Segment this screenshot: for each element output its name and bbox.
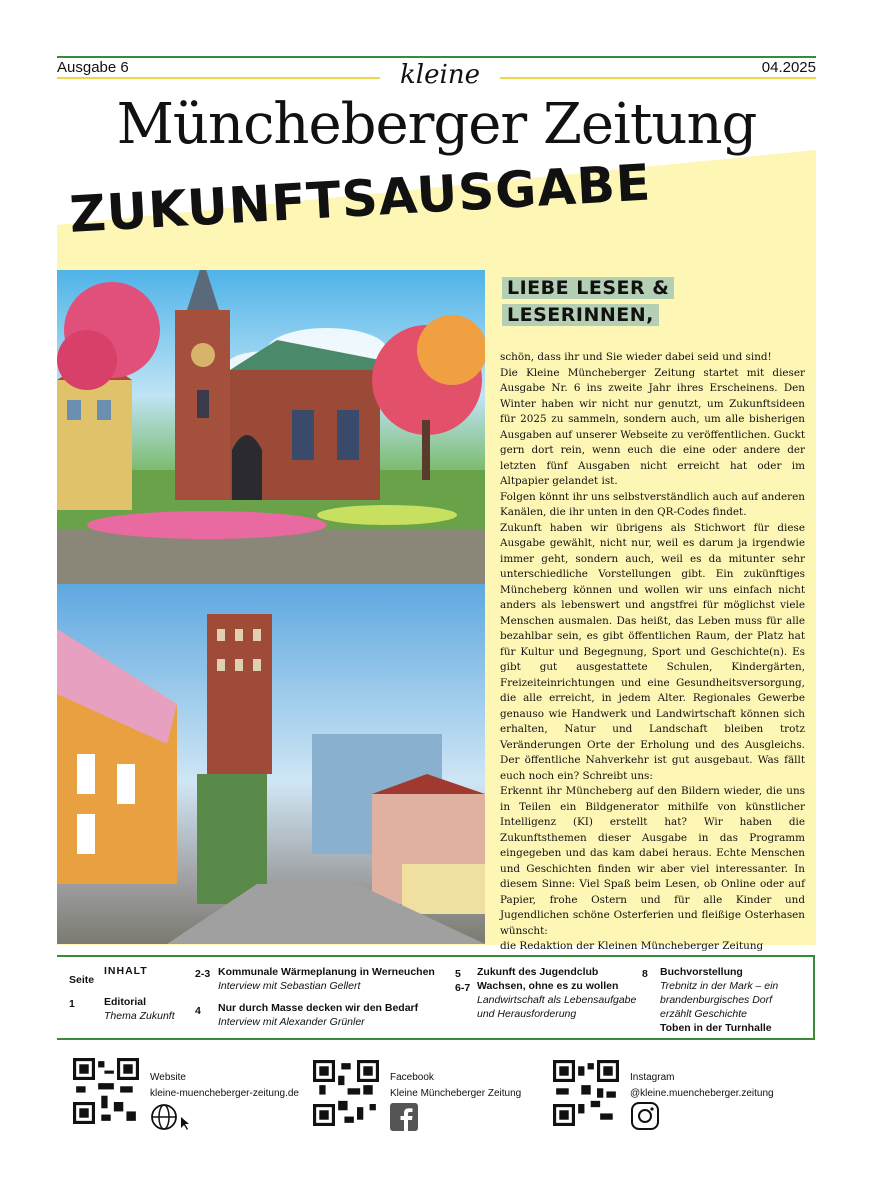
toc-item-masse[interactable]: [218, 1001, 418, 1029]
toc-heading: INHALT: [104, 965, 148, 977]
toc-item-title: Wachsen, ohne es zu wollen: [477, 980, 619, 992]
qr-code-icon: [73, 1058, 139, 1124]
toc-item-waermeplanung[interactable]: [218, 965, 435, 993]
toc-item-title: Nur durch Masse decken wir den Bedarf: [218, 1002, 419, 1014]
toc-item-wachsen[interactable]: [477, 979, 637, 1021]
issue-number: Ausgabe 6: [57, 59, 129, 76]
letter-paragraph: schön, dass ihr und Sie wieder dabei seid und sind!: [500, 351, 772, 363]
masthead-rule-top: [57, 56, 816, 58]
toc-item-title: Kommunale Wärmeplanung in Werneuchen: [218, 966, 435, 978]
facebook-icon[interactable]: [390, 1103, 418, 1135]
newspaper-title: Müncheberger Zeitung: [116, 92, 757, 157]
qr-website[interactable]: [73, 1058, 139, 1128]
toc-item-sub: Landwirtschaft als Lebensaufgabe und Herausforderung: [477, 994, 637, 1020]
instagram-handle[interactable]: @kleine.muencheberger.zeitung: [630, 1088, 774, 1099]
qr-code-icon: [553, 1060, 619, 1126]
headline: ZUKUNFTSAUSGABE: [68, 153, 653, 244]
toc-item-sub: Trebnitz in der Mark – ein brandenburgisches Dorf erzählt Geschichte: [660, 980, 779, 1020]
facebook-label: Facebook: [390, 1072, 434, 1083]
image-street-ai: [57, 584, 485, 944]
toc-item-sub: Interview mit Alexander Grünler: [218, 1016, 365, 1028]
instagram-label: Instagram: [630, 1072, 675, 1083]
greeting-line-1: LIEBE LESER &: [502, 277, 674, 299]
toc-item-title: Editorial: [104, 996, 147, 1008]
table-of-contents: [57, 955, 815, 1040]
website-label: Website: [150, 1072, 186, 1083]
issue-date: 04.2025: [761, 59, 816, 76]
image-church-ai: [57, 270, 485, 584]
toc-page-6-7: 6-7: [455, 982, 471, 994]
letter-signature: die Redaktion der Kleinen Müncheberger Zeitung: [500, 940, 764, 952]
qr-code-icon: [313, 1060, 379, 1126]
facebook-name[interactable]: Kleine Müncheberger Zeitung: [390, 1088, 522, 1099]
toc-item-editorial[interactable]: [104, 995, 175, 1023]
letter-paragraph: Zukunft haben wir übrigens als Stichwort für diese Ausgabe gewählt, nicht nur, weil es darum ja irgendwie immer geht, sondern auch, weil es da mitunter sehr unterschiedliche Vorstellungen gibt. Ein zukünftiges Müncheberg können und wollen wir uns einfach nicht anders als lebenswert und angstfrei für möglichst viele Menschen ausmalen. Das heißt, das Leben muss für alle bezahlbar sein, es gibt öffentlichen Raum, der Platz hat für Kultur und Begegnung, Sport und Geschichte(n). Es gibt gut ausgestattete Schulen, Kindergärten, Freizeiteinrichtungen und eine Gesundheitsversorgung, die alle erreicht, in jedem Alter. Regionales Gewerbe genauso wie Handwerk und Landwirtschaft können sich erhalten, Natur und Landschaft bleiben trotz Veränderungen Orte der Erholung und des Ausgleichs. Der öffentliche Nahverkehr ist gut ausgebaut. Was fällt euch noch ein? Schreibt uns:: [500, 521, 805, 782]
toc-item-sub: Interview mit Sebastian Gellert: [218, 980, 361, 992]
greeting-line-2: LESERINNEN,: [502, 304, 659, 326]
toc-item-jugendclub[interactable]: [477, 965, 598, 979]
toc-page-5: 5: [455, 968, 461, 980]
toc-item-extra: Toben in der Turnhalle: [660, 1022, 772, 1034]
letter-body: [500, 350, 805, 955]
toc-item-buch[interactable]: [660, 965, 805, 1035]
letter-paragraph: Erkennt ihr Müncheberg auf den Bildern wieder, die uns in Teilen ein Bildgenerator mithilfe von künstlicher Intelligenz (KI) erstellt hat? Wir haben die Zukunftsthemen dieser Ausgabe in das Programm eingegeben und das kam dabei heraus. Echte Menschen und Geschichten finden wir aber viel interessanter. In diesem Sinne: Viel Spaß beim Lesen, ob Online oder auf Papier, frohe Ostern und für alle Kinder und Jugendlichen schöne Osterferien und fleißige Osterhasen wünscht:: [500, 785, 805, 937]
masthead-kleine: kleine: [380, 60, 500, 90]
instagram-icon[interactable]: [630, 1101, 660, 1135]
qr-facebook[interactable]: [313, 1060, 379, 1130]
toc-seite-label: Seite: [69, 974, 95, 986]
toc-page-8: 8: [642, 968, 648, 980]
toc-item-title: Zukunft des Jugendclub: [477, 966, 599, 978]
qr-instagram[interactable]: [553, 1060, 619, 1130]
letter-paragraph: Folgen könnt ihr uns selbstverständlich auch auf anderen Kanälen, die ihr unten in den QR-Codes findet.: [500, 490, 805, 518]
letter-greeting: [502, 277, 802, 331]
toc-page-1: 1: [69, 998, 75, 1010]
globe-icon: [150, 1103, 190, 1135]
toc-page-2-3: 2-3: [195, 968, 211, 980]
toc-item-sub: Thema Zukunft: [104, 1010, 175, 1022]
letter-paragraph: Die Kleine Müncheberger Zeitung startet mit dieser Ausgabe Nr. 6 ins zweite Jahr ihres Erscheinens. Den Winter haben wir nicht nur genutzt, um Zukunftsideen für 2025 zu sammeln, sondern auch, um alle bisherigen Ausgaben auf unserer Webseite zu veröffentlichen. Guckt gern dort rein, wenn euch die eine oder andere der letzten fünf Ausgaben nicht erreicht hat oder im Altpapier gelandet ist.: [500, 366, 805, 487]
toc-item-title: Buchvorstellung: [660, 966, 743, 978]
toc-page-4: 4: [195, 1005, 201, 1017]
website-url[interactable]: kleine-muencheberger-zeitung.de: [150, 1088, 299, 1099]
